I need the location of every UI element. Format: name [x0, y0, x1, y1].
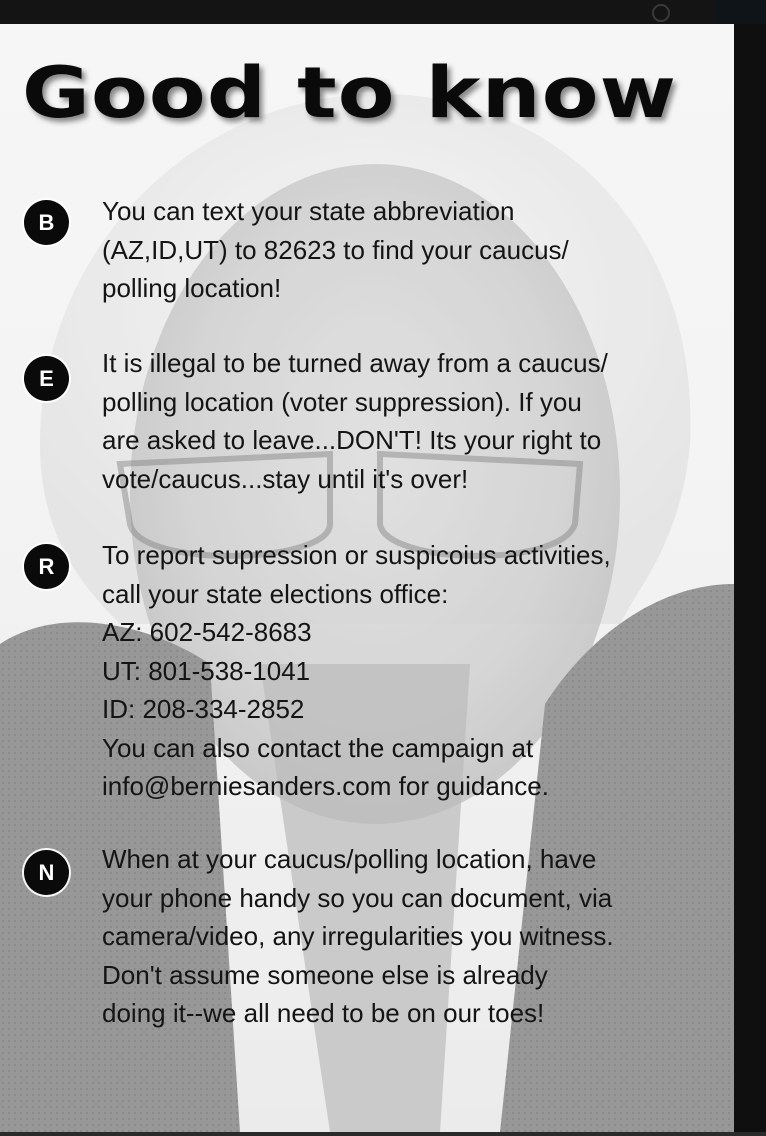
text-line: When at your caucus/polling location, have — [102, 844, 597, 874]
badge-e: E — [24, 356, 69, 401]
bottom-strip — [0, 1132, 766, 1136]
text-line: info@berniesanders.com for guidance. — [102, 771, 549, 801]
section-e-text — [102, 344, 722, 498]
poster-title: Good to know — [22, 52, 678, 134]
text-line: You can also contact the campaign at — [102, 732, 534, 763]
text-line: Don't assume someone else is already — [102, 959, 548, 990]
text-line: doing it--we all need to be on our toes! — [102, 998, 545, 1028]
text-line: It is illegal to be turned away from a caucus/ — [102, 348, 608, 378]
text-line: call your state elections office: — [102, 578, 449, 609]
text-line: You can text your state abbreviation — [102, 196, 515, 226]
text-line: To report supression or suspicoius activities, — [102, 540, 611, 570]
text-line: vote/caucus...stay until it's over! — [102, 463, 469, 494]
section-b-text — [102, 192, 722, 308]
badge-n: N — [24, 850, 69, 895]
text-line: polling location (voter suppression). If you — [102, 386, 582, 417]
section-r-text — [102, 536, 722, 806]
section-n-text — [102, 840, 722, 1033]
search-icon[interactable] — [652, 4, 670, 22]
top-right-corner — [714, 0, 766, 24]
text-line: ID: 208-334-2852 — [102, 694, 305, 724]
text-line: polling location! — [102, 273, 282, 303]
badge-b: B — [24, 200, 69, 245]
text-line: (AZ,ID,UT) to 82623 to find your caucus/ — [102, 234, 569, 265]
poster — [0, 24, 734, 1132]
browser-top-bar — [0, 0, 766, 24]
text-line: UT: 801-538-1041 — [102, 655, 311, 686]
right-dark-strip — [734, 24, 766, 1132]
text-line: camera/video, any irregularities you witness. — [102, 921, 614, 951]
text-line: AZ: 602-542-8683 — [102, 617, 312, 647]
text-line: your phone handy so you can document, via — [102, 882, 613, 913]
badge-r: R — [24, 544, 69, 589]
text-line: are asked to leave...DON'T! Its your right to — [102, 425, 602, 455]
